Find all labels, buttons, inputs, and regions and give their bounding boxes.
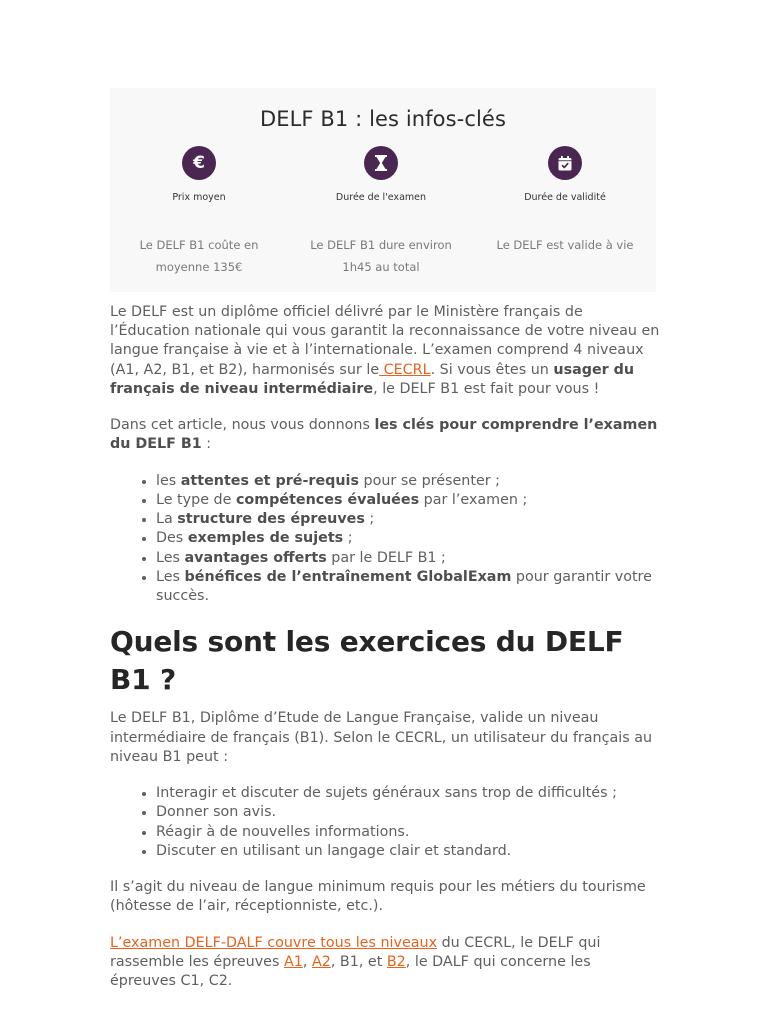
list-item: • Les bénéfices de l’entraînement GlobalExam pour garantir votre succès. — [156, 568, 660, 606]
list-item: • Le type de compétences évaluées par l’examen ; — [156, 491, 660, 510]
list-item: • La structure des épreuves ; — [156, 510, 660, 529]
a1-link[interactable]: A1 — [283, 954, 303, 970]
hourglass-icon — [364, 146, 398, 180]
levels-paragraph: L’examen DELF-DALF couvre tous les niveaux du CECRL, le DELF qui rassemble les épreuves A1, A2, B1, et B2, le DALF qui concerne les épreuves C1, C2. — [110, 934, 601, 990]
list-item: • Donner son avis. — [156, 803, 660, 822]
b2-link[interactable]: B2 — [386, 954, 406, 970]
info-card-title: DELF B1 : les infos-clés — [259, 107, 506, 131]
info-label: Durée de l'examen — [335, 192, 427, 203]
list-item: • Des exemples de sujets ; — [156, 529, 660, 548]
info-item-duration — [290, 146, 472, 278]
info-desc: Le DELF B1 coûte en moyenne 135€ — [139, 238, 259, 274]
article-summary-paragraph: Dans cet article, nous vous donnons les clés pour comprendre l’examen du DELF B1 : — [110, 417, 658, 453]
cecrl-link[interactable]: CECRL — [379, 361, 431, 378]
list-item: • Discuter en utilisant un langage clair et standard. — [156, 842, 660, 861]
list-item: • Les avantages offerts par le DELF B1 ; — [156, 549, 660, 568]
list-item: • Réagir à de nouvelles informations. — [156, 823, 660, 842]
list-item: • Interagir et discuter de sujets généraux sans trop de difficultés ; — [156, 784, 660, 803]
article-topics-list — [110, 472, 660, 606]
info-label: Prix moyen — [172, 192, 226, 203]
section-paragraph: Le DELF B1, Diplôme d’Etude de Langue Française, valide un niveau intermédiaire de français (B1). Selon le CECRL, un utilisateur du français au niveau B1 peut : — [110, 710, 653, 765]
intro-paragraph: Le DELF est un diplôme officiel délivré par le Ministère français de l’Éducation nationale qui vous garantit la reconnaissance de votre niveau en langue française à vie et à l’internationale. L’examen comprend 4 niveaux (A1, A2, B1, et B2), harmonisés sur le CECRL. Si vous êtes un usager du français de niveau intermédiaire, le DELF B1 est fait pour vous ! — [110, 304, 660, 397]
info-item-validity — [474, 146, 656, 256]
calendar-check-icon — [548, 146, 582, 180]
info-card — [110, 88, 656, 292]
euro-icon: € — [182, 146, 216, 180]
info-desc: Le DELF B1 dure environ 1h45 au total — [310, 238, 452, 274]
tourism-paragraph: Il s’agit du niveau de langue minimum requis pour les métiers du tourisme (hôtesse de l’air, réceptionniste, etc.). — [110, 879, 646, 915]
article-body — [110, 303, 660, 1009]
info-label: Durée de validité — [524, 192, 606, 203]
info-item-price — [108, 146, 290, 278]
a2-link[interactable]: A2 — [311, 954, 331, 970]
section-heading: Quels sont les exercices du DELF B1 ? — [110, 625, 624, 697]
list-item: • les attentes et pré-requis pour se présenter ; — [156, 472, 660, 491]
delf-dalf-link[interactable]: L’examen DELF-DALF couvre tous les niveaux — [110, 934, 438, 951]
b1-abilities-list — [110, 784, 660, 861]
info-desc: Le DELF est valide à vie — [496, 238, 634, 252]
